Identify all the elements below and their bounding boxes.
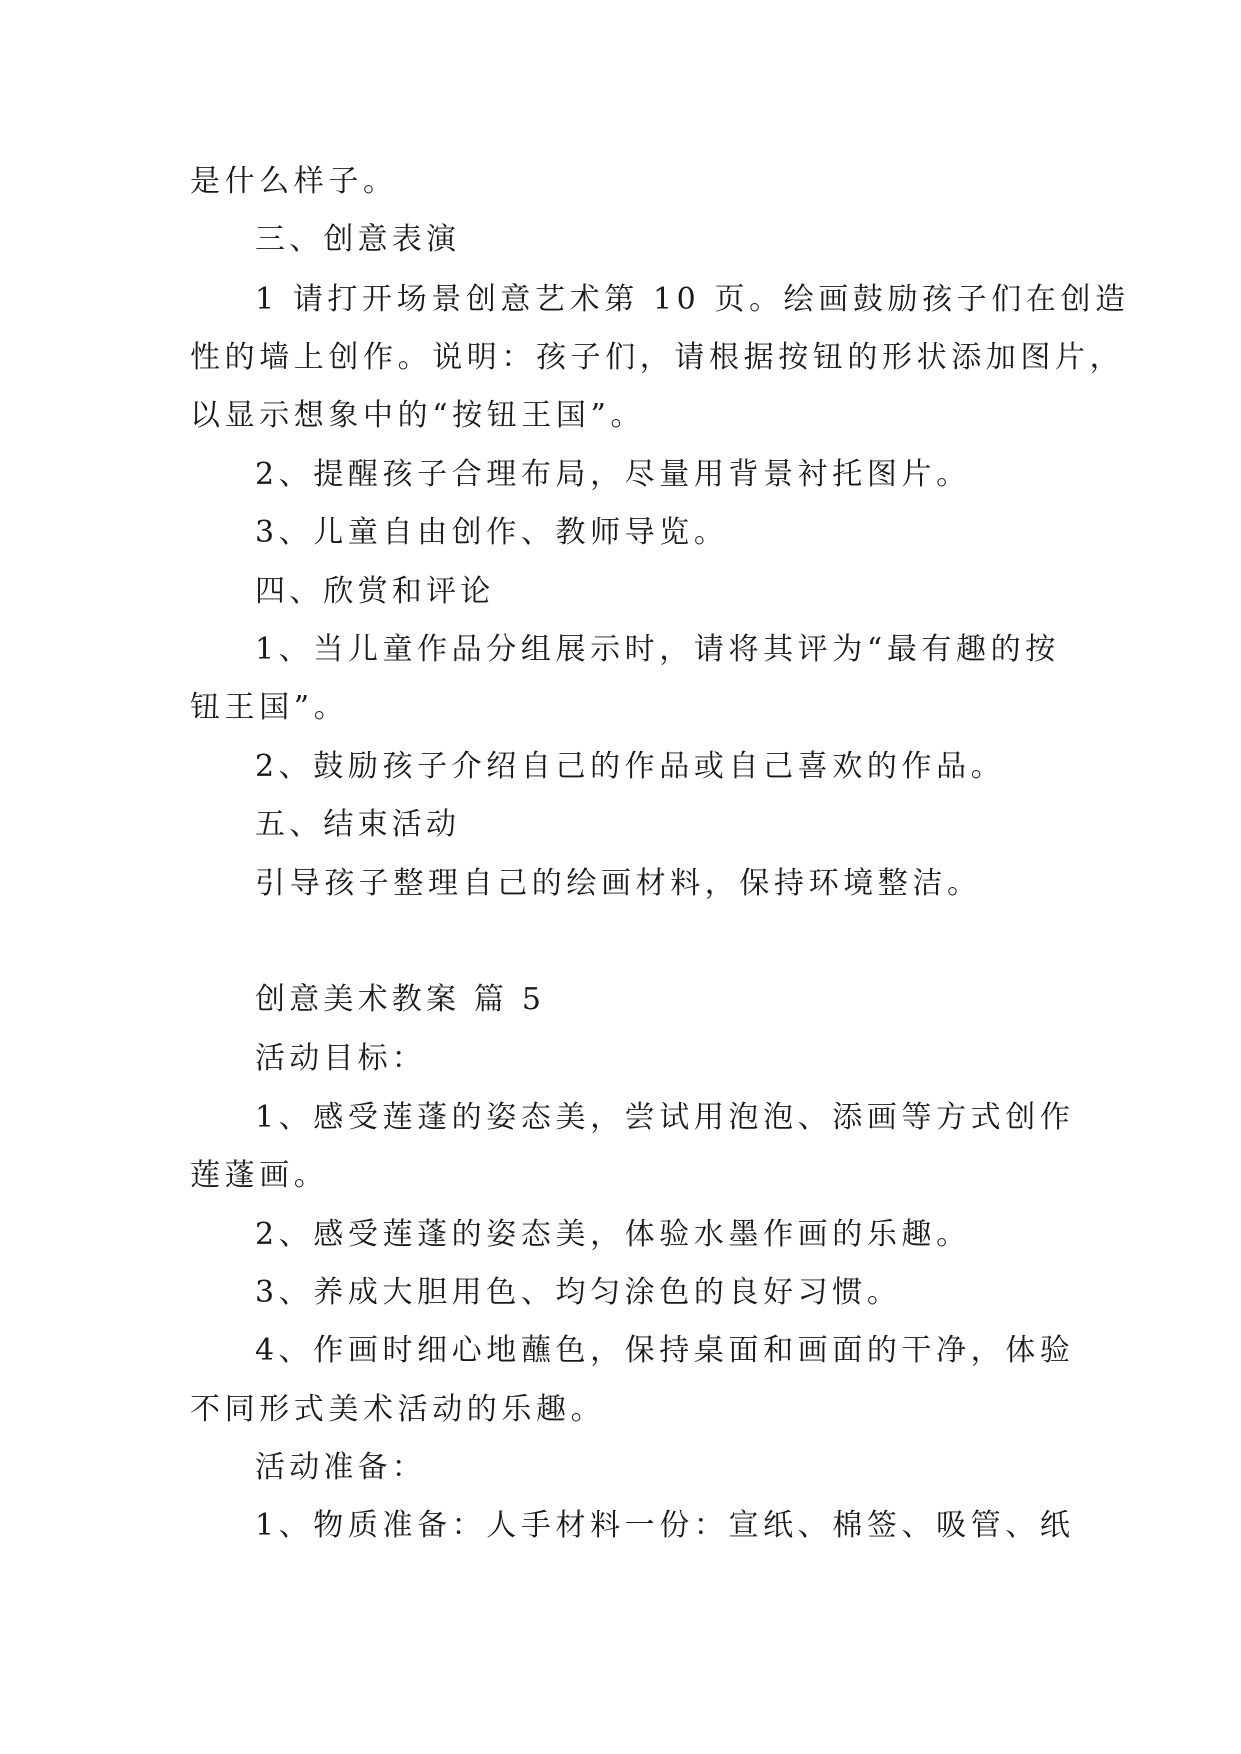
paragraph-line: 不同形式美术活动的乐趣。 bbox=[190, 1392, 606, 1427]
article-title: 创意美术教案 篇 5 bbox=[255, 982, 546, 1017]
paragraph-line: 1、当儿童作品分组展示时，请将其评为“最有趣的按 bbox=[255, 632, 1060, 667]
paragraph-line: 是什么样子。 bbox=[190, 164, 398, 199]
paragraph-line: 1 请打开场景创意艺术第 10 页。绘画鼓励孩子们在创造 bbox=[255, 282, 1130, 317]
paragraph-line: 引导孩子整理自己的绘画材料，保持环境整洁。 bbox=[255, 866, 982, 901]
section-heading: 四、欣赏和评论 bbox=[255, 574, 495, 609]
section-heading: 活动准备： bbox=[255, 1450, 426, 1485]
paragraph-line: 2、感受莲蓬的姿态美，体验水墨作画的乐趣。 bbox=[255, 1217, 971, 1252]
section-heading: 五、结束活动 bbox=[255, 807, 461, 842]
paragraph-line: 1、物质准备：人手材料一份：宣纸、棉签、吸管、纸 bbox=[255, 1508, 1075, 1543]
paragraph-line: 以显示想象中的“按钮王国”。 bbox=[190, 398, 646, 433]
paragraph-line: 3、养成大胆用色、均匀涂色的良好习惯。 bbox=[255, 1275, 902, 1310]
section-heading: 三、创意表演 bbox=[255, 222, 461, 257]
paragraph-line: 2、提醒孩子合理布局，尽量用背景衬托图片。 bbox=[255, 457, 971, 492]
paragraph-line: 性的墙上创作。说明：孩子们，请根据按钮的形状添加图片， bbox=[190, 340, 1125, 375]
paragraph-line: 莲蓬画。 bbox=[190, 1158, 329, 1193]
paragraph-line: 3、儿童自由创作、教师导览。 bbox=[255, 515, 729, 550]
paragraph-line: 1、感受莲蓬的姿态美，尝试用泡泡、添画等方式创作 bbox=[255, 1100, 1075, 1135]
section-heading: 活动目标： bbox=[255, 1041, 426, 1076]
paragraph-line: 4、作画时细心地蘸色，保持桌面和画面的干净，体验 bbox=[255, 1333, 1075, 1368]
paragraph-line: 钮王国”。 bbox=[190, 690, 349, 725]
paragraph-line: 2、鼓励孩子介绍自己的作品或自己喜欢的作品。 bbox=[255, 749, 1006, 784]
